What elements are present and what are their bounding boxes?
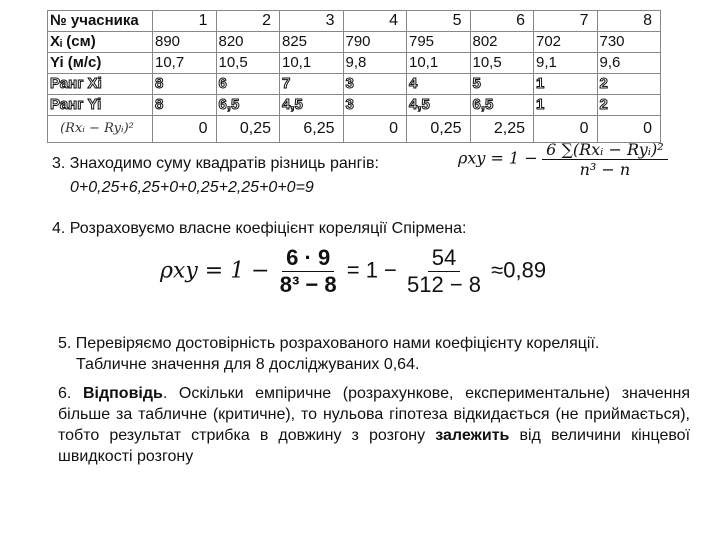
table-cell: 8 <box>153 74 217 95</box>
calc-result: ≈0,89 <box>491 257 547 283</box>
table-cell: 2 <box>597 95 661 116</box>
table-cell: 1 <box>534 95 598 116</box>
step-6-emphasis: залежить <box>435 427 510 444</box>
rank-diff-sum: 0+0,25+6,25+0+0,25+2,25+0+0=9 <box>70 179 314 196</box>
table-row-x <box>48 32 661 53</box>
table-cell: 1 <box>534 74 598 95</box>
formula-denominator: n³ − n <box>579 160 631 179</box>
data-table <box>47 10 661 143</box>
table-cell: 6,25 <box>280 116 344 143</box>
row-label: Xᵢ (см) <box>48 32 153 53</box>
step-4-text: 4. Розраховуємо власне коефіцієнт кореляції Спірмена: <box>52 220 467 237</box>
table-cell: 10,7 <box>153 53 217 74</box>
step-3-text: 3. Знаходимо суму квадратів різниць рангів: <box>52 155 379 172</box>
calc-mid: = 1 − <box>346 257 397 283</box>
formula-numerator: 6 ∑(Rxᵢ − Ryᵢ)² <box>542 140 667 160</box>
table-cell: 0 <box>153 116 217 143</box>
calc-numerator-2: 54 <box>428 245 460 272</box>
table-cell: 890 <box>153 32 217 53</box>
table-cell: 3 <box>343 95 407 116</box>
step-5-line-2: Табличне значення для 8 досліджуваних 0,64. <box>76 356 420 373</box>
table-cell: 0 <box>343 116 407 143</box>
table-cell: 4,5 <box>407 95 471 116</box>
table-cell: 820 <box>216 32 280 53</box>
table-row-y <box>48 53 661 74</box>
table-header-row <box>48 11 661 32</box>
table-row-diff <box>48 116 661 143</box>
table-cell: 0 <box>534 116 598 143</box>
row-label: Ранг Xi <box>48 74 153 95</box>
calc-lhs: ρxy = 1 − <box>160 258 270 284</box>
table-cell: 9,1 <box>534 53 598 74</box>
table-cell: 6,5 <box>470 95 534 116</box>
step-6-body-1: . Оскільки емпіричне (розрахункове, експериментальне) значення більше за табличне (критичне), то нульова гіпотеза відкидається (не приймається), тобто результат стрибка в довжину з розгону <box>58 385 690 444</box>
step-5-line-1: 5. Перевіряємо достовірність розрахованого нами коефіцієнту кореляції. <box>58 335 600 352</box>
table-cell: 10,5 <box>216 53 280 74</box>
header-cell: 8 <box>597 11 661 32</box>
table-cell: 7 <box>280 74 344 95</box>
table-cell: 802 <box>470 32 534 53</box>
header-cell: 4 <box>343 11 407 32</box>
table-cell: 730 <box>597 32 661 53</box>
calc-denominator-1: 8³ − 8 <box>279 272 337 297</box>
table-row-rank-y <box>48 95 661 116</box>
table-cell: 10,1 <box>407 53 471 74</box>
row-label: Ранг Yi <box>48 95 153 116</box>
header-cell: 3 <box>280 11 344 32</box>
header-cell: 5 <box>407 11 471 32</box>
table-cell: 5 <box>470 74 534 95</box>
header-cell: 6 <box>470 11 534 32</box>
table-cell: 10,1 <box>280 53 344 74</box>
step-6-answer-word: Відповідь <box>82 385 163 402</box>
table-row-rank-x <box>48 74 661 95</box>
calc-fraction-2 <box>403 245 485 298</box>
formula-lhs: ρxy = 1 − <box>458 148 538 168</box>
table-cell: 10,5 <box>470 53 534 74</box>
table-cell: 3 <box>343 74 407 95</box>
header-cell: 7 <box>534 11 598 32</box>
calc-fraction-1 <box>276 245 341 298</box>
table-cell: 0 <box>597 116 661 143</box>
row-label: Yi (м/с) <box>48 53 153 74</box>
table-cell: 9,6 <box>597 53 661 74</box>
table-cell: 9,8 <box>343 53 407 74</box>
table-cell: 790 <box>343 32 407 53</box>
step-6-prefix: 6. <box>58 385 72 402</box>
header-cell: 2 <box>216 11 280 32</box>
table-cell: 6 <box>216 74 280 95</box>
spearman-calculation <box>160 245 546 298</box>
step-6-text <box>58 383 690 467</box>
table-cell: 825 <box>280 32 344 53</box>
table-cell: 2,25 <box>470 116 534 143</box>
table-cell: 702 <box>534 32 598 53</box>
table-cell: 2 <box>597 74 661 95</box>
step-6-body-2: від величини кінцевої швидкості розгону <box>58 427 691 465</box>
calc-denominator-2: 512 − 8 <box>407 272 482 297</box>
header-cell: 1 <box>153 11 217 32</box>
table-cell: 0,25 <box>216 116 280 143</box>
formula-fraction <box>542 140 667 179</box>
header-label: № учасника <box>48 11 153 32</box>
table-cell: 6,5 <box>216 95 280 116</box>
table-cell: 4 <box>407 74 471 95</box>
calc-numerator-1: 6 · 9 <box>282 245 334 272</box>
table-cell: 4,5 <box>280 95 344 116</box>
row-label: (Rxᵢ − Ryᵢ)² <box>48 116 153 143</box>
spearman-formula <box>458 140 668 179</box>
table-cell: 0,25 <box>407 116 471 143</box>
table-cell: 795 <box>407 32 471 53</box>
step-5-text <box>58 333 698 375</box>
table-cell: 8 <box>153 95 217 116</box>
